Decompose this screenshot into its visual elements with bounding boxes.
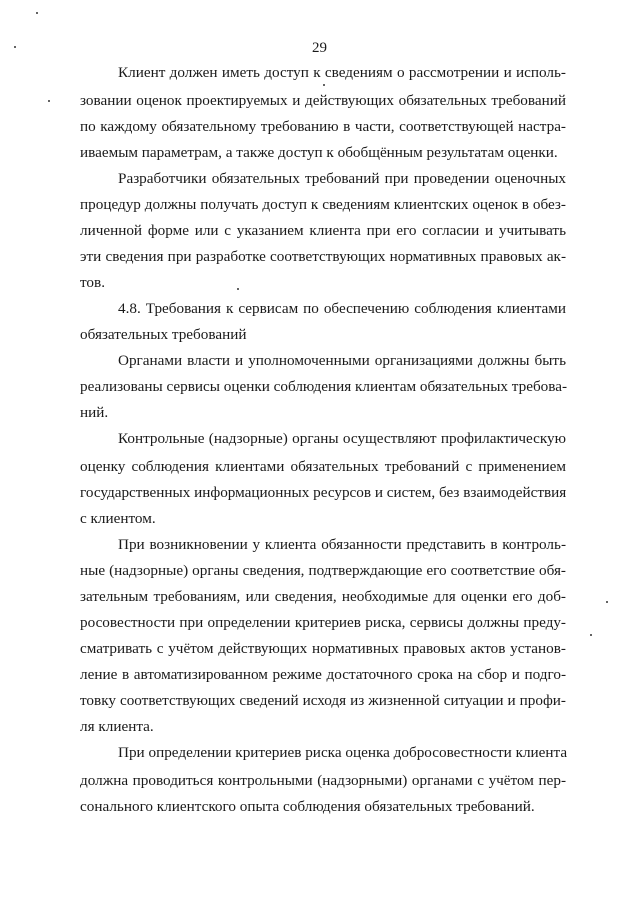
paragraph-5-line-7: товку соответствующих сведений исходя из жизненной ситуации и профи- <box>80 692 566 709</box>
section-heading-line-2: обязательных требований <box>80 326 247 343</box>
paragraph-3-line-2: реализованы сервисы оценки соблюдения клиентам обязательных требова- <box>80 378 568 395</box>
paragraph-6-line-3: сонального клиентского опыта соблюдения обязательных требований. <box>80 798 535 815</box>
paragraph-5-line-2: ные (надзорные) органы сведения, подтверждающие его соответствие обя- <box>80 562 566 579</box>
paragraph-4-line-1: Контрольные (надзорные) органы осуществляют профилактическую <box>118 430 566 447</box>
scan-speck <box>606 601 608 603</box>
paragraph-2-line-1: Разработчики обязательных требований при проведении оценочных <box>118 170 566 187</box>
paragraph-2-line-4: эти сведения при разработке соответствующих нормативных правовых ак- <box>80 248 566 265</box>
paragraph-5-line-4: росовестности при определении критериев риска, сервисы должны преду- <box>80 614 566 631</box>
paragraph-1-line-4: иваемым параметрам, а также доступ к обобщённым результатам оценки. <box>80 144 558 161</box>
scan-speck <box>323 84 325 86</box>
paragraph-1-line-1: Клиент должен иметь доступ к сведениям о рассмотрении и исполь- <box>118 64 566 81</box>
section-heading-line-1: 4.8. Требования к сервисам по обеспечению соблюдения клиентами <box>118 300 566 317</box>
paragraph-2-line-3: личенной форме или с указанием клиента при его согласии и учитывать <box>80 222 566 239</box>
paragraph-6-line-2: должна проводиться контрольными (надзорными) органами с учётом пер- <box>80 772 566 789</box>
paragraph-6-line-1: При определении критериев риска оценка добросовестности клиента <box>118 744 568 761</box>
scan-speck <box>237 288 239 290</box>
paragraph-2-line-2: процедур должны получать доступ к сведениям клиентских оценок в обез- <box>80 196 566 213</box>
paragraph-3-line-1: Органами власти и уполномоченными организациями должны быть <box>118 352 566 369</box>
paragraph-5-line-5: сматривать с учётом действующих нормативных правовых актов установ- <box>80 640 566 657</box>
paragraph-5-line-8: ля клиента. <box>80 718 154 735</box>
scan-speck <box>590 634 592 636</box>
paragraph-4-line-2: оценку соблюдения клиентами обязательных требований с применением <box>80 458 566 475</box>
paragraph-5-line-1: При возникновении у клиента обязанности представить в контроль- <box>118 536 566 553</box>
paragraph-4-line-3: государственных информационных ресурсов и систем, без взаимодействия <box>80 484 567 501</box>
paragraph-2-line-5: тов. <box>80 274 105 291</box>
scan-speck <box>36 12 38 14</box>
scan-speck <box>14 46 16 48</box>
paragraph-1-line-2: зовании оценок проектируемых и действующих обязательных требований <box>80 92 566 109</box>
paragraph-1-line-3: по каждому обязательному требованию в части, соответствующей настра- <box>80 118 566 135</box>
scan-speck <box>48 100 50 102</box>
paragraph-5-line-3: зательным требованиям, или сведения, необходимые для оценки его доб- <box>80 588 566 605</box>
paragraph-3-line-3: ний. <box>80 404 109 421</box>
paragraph-4-line-4: с клиентом. <box>80 510 156 527</box>
page-number: 29 <box>312 40 327 56</box>
paragraph-5-line-6: ление в автоматизированном режиме достаточного срока на сбор и подго- <box>80 666 566 683</box>
